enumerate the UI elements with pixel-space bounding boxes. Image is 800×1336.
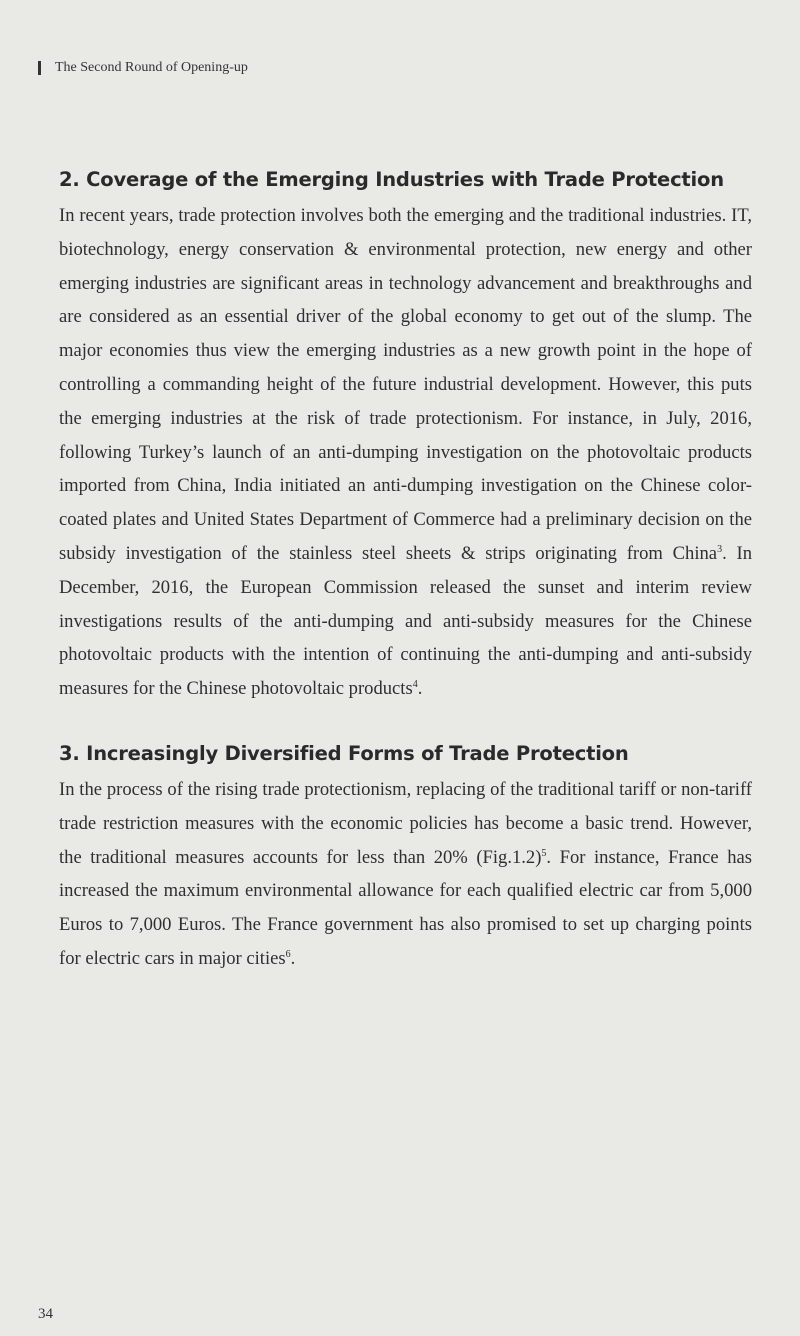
section-paragraph — [59, 199, 752, 706]
paragraph-text: . — [290, 947, 296, 969]
paragraph-text: . — [417, 678, 423, 700]
section-paragraph — [59, 773, 752, 976]
section-heading: 3. Increasingly Diversified Forms of Trade Protection — [59, 741, 629, 765]
paragraph-text: In the process of the rising trade protectionism, replacing of the traditional tariff or non-tariff trade restriction measures with the economic policies has become a basic trend. However, the traditional measures accounts for less than 20% (Fig.1.2) — [59, 778, 752, 868]
header-rule — [38, 61, 41, 75]
page-content — [59, 168, 752, 976]
footnote-ref: 4 — [412, 678, 418, 690]
paragraph-text: . For instance, France has increased the maximum environmental allowance for each qualified electric car from 5,000 Euros to 7,000 Euros. The France government has also promised to set up charging points for electric cars in major cities — [59, 846, 752, 969]
section-heading: 2. Coverage of the Emerging Industries with Trade Protection — [59, 168, 724, 191]
paragraph-text: In recent years, trade protection involves both the emerging and the traditional industries. IT, biotechnology, energy conservation & environmental protection, new energy and other emerging industries are significant areas in technology advancement and breakthroughs and are considered as an essential driver of the global economy to get out of the slump. The major economies thus view the emerging industries as a new growth point in the hope of controlling a commanding height of the future industrial development. However, this puts the emerging industries at the risk of trade protectionism. For instance, in July, 2016, following Turkey’s launch of an anti-dumping investigation on the photovoltaic products imported from China, India initiated an anti-dumping investigation on the Chinese color-coated plates and United States Department of Commerce had a preliminary decision on the subsidy investigation of the stainless steel sheets & strips originating from China — [59, 205, 752, 564]
paragraph-text: . In December, 2016, the European Commission released the sunset and interim review investigations results of the anti-dumping and anti-subsidy measures for the Chinese photovoltaic products with the intention of continuing the anti-dumping and anti-subsidy measures for the Chinese photovoltaic products — [59, 542, 752, 700]
section-diversified-forms — [59, 742, 752, 976]
running-header — [38, 60, 248, 76]
footnote-ref: 3 — [717, 543, 723, 555]
footnote-ref: 5 — [541, 847, 547, 859]
running-title: The Second Round of Opening-up — [55, 60, 248, 75]
section-emerging-industries — [59, 168, 752, 706]
footnote-ref: 6 — [285, 948, 291, 960]
page-number: 34 — [38, 1306, 53, 1322]
